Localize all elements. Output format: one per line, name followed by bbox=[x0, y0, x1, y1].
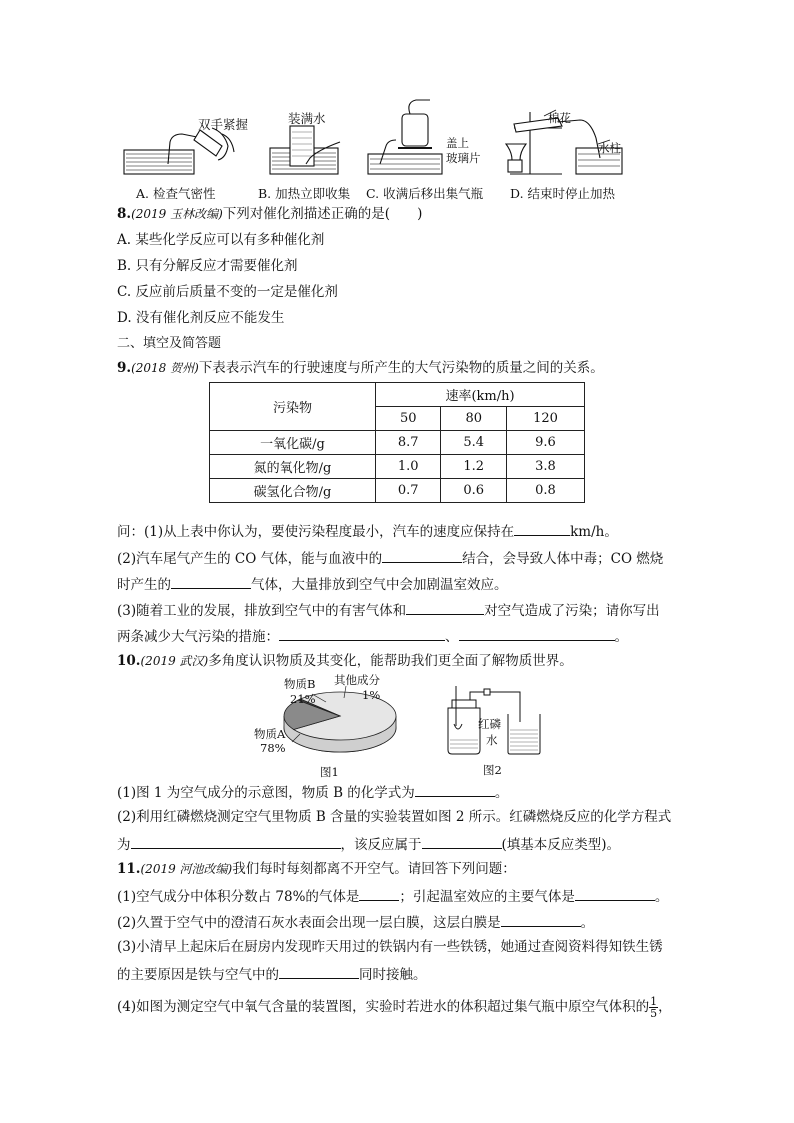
q11-part1-text: (1)空气成分中体积分数占 78%的气体是 bbox=[117, 889, 360, 905]
q11-part1 bbox=[117, 886, 668, 906]
q9-part2 bbox=[117, 548, 663, 568]
table-row-name: 一氧化碳/g bbox=[210, 431, 376, 455]
q10-part2-text-c: ，该反应属于 bbox=[340, 837, 422, 853]
q7-apparatus-figures bbox=[110, 98, 670, 188]
q9-part3-end: 。 bbox=[614, 629, 628, 645]
q10-part2: (2)利用红磷燃烧测定空气里物质 B 含量的实验装置如图 2 所示。红磷燃烧反应的化学方程式 bbox=[117, 809, 672, 825]
table-row bbox=[210, 431, 585, 455]
q8-number: 8. bbox=[117, 206, 132, 222]
q10-part2-text-b: 为 bbox=[117, 837, 131, 853]
q9-part2-cont bbox=[117, 574, 508, 594]
answer-blank[interactable] bbox=[501, 912, 581, 927]
q11-stem bbox=[117, 860, 516, 878]
fraction-numerator: 1 bbox=[650, 995, 658, 1008]
figure-d-caption: D. 结束时停止加热 bbox=[510, 186, 616, 201]
q10-part1 bbox=[117, 782, 508, 802]
q10-part1-text: (1)图 1 为空气成分的示意图，物质 B 的化学式为 bbox=[117, 785, 415, 801]
q9-part2-text: (2)汽车尾气产生的 CO 气体，能与血液中的 bbox=[117, 551, 383, 567]
q10-part1-end: 。 bbox=[494, 785, 509, 801]
q9-part3 bbox=[117, 600, 660, 620]
q9-part3-text-c: 两条减少大气污染的措施： bbox=[117, 629, 279, 645]
q10-stem-text: 多角度认识物质及其变化，能帮助我们更全面了解物质世界。 bbox=[208, 653, 573, 669]
table-cell: 0.6 bbox=[441, 479, 506, 503]
pollution-table bbox=[209, 382, 585, 503]
table-cell: 9.6 bbox=[506, 431, 584, 455]
answer-blank[interactable] bbox=[514, 521, 570, 536]
q11-part1-end: 。 bbox=[654, 889, 669, 905]
q10-part2-cont bbox=[117, 834, 620, 854]
q11-part3-text-b: 的主要原因是铁与空气中的 bbox=[117, 967, 279, 983]
q11-number: 11. bbox=[117, 861, 141, 877]
table-cell: 1.2 bbox=[441, 455, 506, 479]
q9-number: 9. bbox=[117, 360, 132, 376]
q8-option-c: C. 反应前后质量不变的一定是催化剂 bbox=[117, 284, 338, 300]
answer-blank[interactable] bbox=[382, 548, 462, 563]
answer-blank[interactable] bbox=[575, 886, 655, 901]
q8-option-d: D. 没有催化剂反应不能发生 bbox=[117, 310, 285, 326]
figure-c-annotation-1: 盖上 bbox=[446, 136, 469, 150]
q8-option-b: B. 只有分解反应才需要催化剂 bbox=[117, 258, 298, 274]
pie-label-other: 其他成分 bbox=[334, 673, 380, 687]
q9-part3-text-b: 对空气造成了污染；请你写出 bbox=[484, 603, 660, 619]
q9-part3-sep: 、 bbox=[445, 629, 459, 645]
table-header-pollutant: 污染物 bbox=[210, 383, 376, 431]
q11-part2-end: 。 bbox=[580, 915, 595, 931]
figure-b-caption: B. 加热立即收集 bbox=[258, 186, 351, 201]
answer-blank[interactable] bbox=[279, 964, 359, 979]
fraction-denominator: 5 bbox=[650, 1007, 658, 1020]
pie-pct-other: 1% bbox=[362, 688, 381, 702]
q9-part3-text: (3)随着工业的发展，排放到空气中的有害气体和 bbox=[117, 603, 407, 619]
fig2-label-water: 水 bbox=[486, 733, 498, 747]
q9-stem bbox=[117, 359, 604, 377]
figure-a-caption: A. 检查气密性 bbox=[136, 186, 216, 201]
q9-source: (2018 贺州) bbox=[131, 361, 199, 375]
q11-part3-cont bbox=[117, 964, 427, 984]
figure-b-collect bbox=[270, 126, 340, 174]
table-row-name: 碳氢化合物/g bbox=[210, 479, 376, 503]
q9-stem-text: 下表表示汽车的行驶速度与所产生的大气污染物的质量之间的关系。 bbox=[198, 360, 604, 376]
q10-part2-text-d: (填基本反应类型)。 bbox=[501, 837, 621, 853]
figure-d-annotation-1: 棉花 bbox=[548, 111, 571, 125]
figure-a-airtightness bbox=[124, 128, 234, 174]
figure-a-annotation: 双手紧握 bbox=[198, 117, 249, 132]
fraction-one-fifth bbox=[649, 996, 658, 1019]
table-speed-cell: 80 bbox=[441, 407, 506, 431]
table-row bbox=[210, 479, 585, 503]
figure-c-remove bbox=[368, 100, 442, 174]
table-cell: 3.8 bbox=[506, 455, 584, 479]
table-speed-cell: 50 bbox=[376, 407, 441, 431]
q10-source: (2019 武汉) bbox=[140, 654, 209, 668]
pie-label-b: 物质B bbox=[284, 677, 316, 691]
answer-blank[interactable] bbox=[422, 834, 502, 849]
answer-blank[interactable] bbox=[359, 886, 399, 901]
answer-blank[interactable] bbox=[459, 626, 615, 641]
pie-label-a: 物质A bbox=[254, 727, 286, 741]
q11-part3: (3)小清早上起床后在厨房内发现昨天用过的铁锅内有一些铁锈，她通过查阅资料得知铁生锈 bbox=[117, 939, 663, 955]
q11-part1-text-b: ；引起温室效应的主要气体是 bbox=[399, 889, 575, 905]
q9-part2-text-b: 结合，会导致人体中毒；CO 燃烧 bbox=[462, 551, 664, 567]
figure-c-caption: C. 收满后移出集气瓶 bbox=[366, 186, 484, 201]
q9-part3-cont bbox=[117, 626, 628, 646]
q11-part4 bbox=[117, 996, 672, 1019]
answer-blank[interactable] bbox=[131, 834, 341, 849]
table-row-name: 氮的氧化物/g bbox=[210, 455, 376, 479]
answer-blank[interactable] bbox=[406, 600, 484, 615]
q11-part2-text: (2)久置于空气中的澄清石灰水表面会出现一层白膜，这层白膜是 bbox=[117, 915, 501, 931]
q11-part4-end: ， bbox=[658, 999, 672, 1015]
q11-source: (2019 河池改编) bbox=[140, 862, 233, 876]
figure-b-annotation: 装满水 bbox=[288, 111, 326, 126]
q10-stem bbox=[117, 652, 573, 670]
figure-1-caption: 图1 bbox=[320, 765, 339, 779]
table-speed-cell: 120 bbox=[506, 407, 584, 431]
q8-option-a: A. 某些化学反应可以有多种催化剂 bbox=[117, 232, 325, 248]
answer-blank[interactable] bbox=[171, 574, 251, 589]
q11-part4-text: (4)如图为测定空气中氧气含量的装置图，实验时若进水的体积超过集气瓶中原空气体积的 bbox=[117, 999, 650, 1015]
q8-source: (2019 玉林改编) bbox=[131, 207, 223, 221]
figure-d-annotation-2: 水柱 bbox=[598, 141, 621, 155]
table-cell: 8.7 bbox=[376, 431, 441, 455]
figure-2-caption: 图2 bbox=[483, 763, 502, 777]
q10-number: 10. bbox=[117, 653, 141, 669]
q9-part2-text-d: 气体，大量排放到空气中会加剧温室效应。 bbox=[251, 577, 508, 593]
fig2-label-phosphorus: 红磷 bbox=[478, 717, 501, 731]
pie-pct-b: 21% bbox=[290, 692, 316, 706]
section-title: 二、填空及简答题 bbox=[117, 336, 222, 351]
q9-part1-text: 问：(1)从上表中你认为，要使污染程度最小，汽车的速度应保持在 bbox=[117, 524, 515, 540]
q11-part2 bbox=[117, 912, 594, 932]
answer-blank[interactable] bbox=[415, 782, 495, 797]
q9-part1 bbox=[117, 521, 618, 541]
figure-c-annotation-2: 玻璃片 bbox=[446, 151, 481, 165]
pie-pct-a: 78% bbox=[260, 741, 286, 755]
table-cell: 0.7 bbox=[376, 479, 441, 503]
table-cell: 5.4 bbox=[441, 431, 506, 455]
q8-stem-text: 下列对催化剂描述正确的是( ) bbox=[222, 206, 423, 222]
table-cell: 0.8 bbox=[506, 479, 584, 503]
q8-stem bbox=[117, 205, 422, 223]
table-cell: 1.0 bbox=[376, 455, 441, 479]
q11-part3-text-c: 同时接触。 bbox=[359, 967, 427, 983]
table-row bbox=[210, 455, 585, 479]
q9-part1-unit: km/h。 bbox=[570, 524, 618, 540]
q9-part2-text-c: 时产生的 bbox=[117, 577, 171, 593]
table-header-speed: 速率(km/h) bbox=[376, 383, 585, 407]
q11-stem-text: 我们每时每刻都离不开空气。请回答下列问题： bbox=[232, 861, 516, 877]
answer-blank[interactable] bbox=[279, 626, 445, 641]
